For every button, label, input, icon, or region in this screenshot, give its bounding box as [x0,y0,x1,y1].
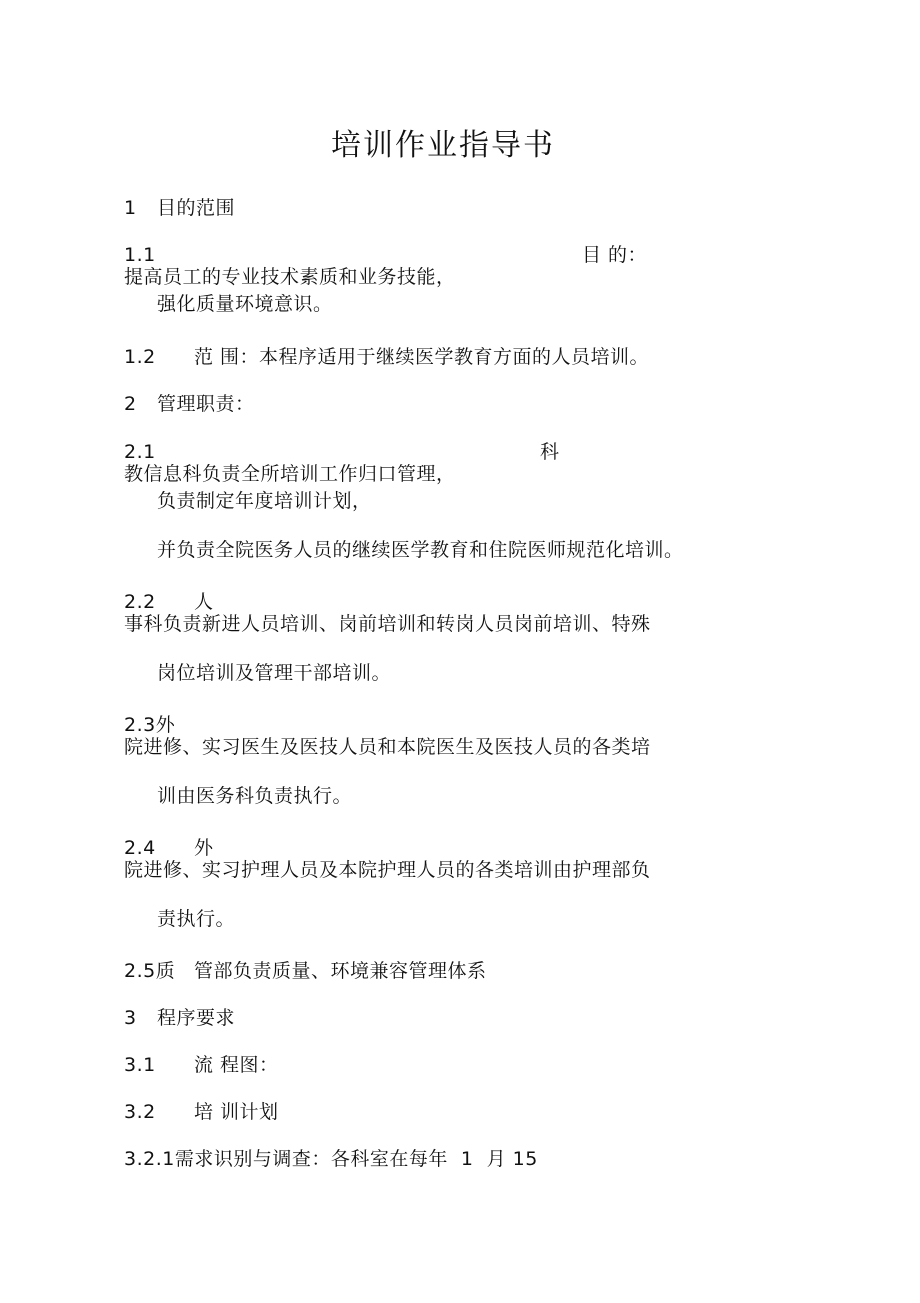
clause-number: 2.4 [124,837,156,859]
section-heading: 目的范围 [157,197,236,219]
paragraph-line: 人 [194,591,214,613]
section-number: 2 [124,393,137,415]
clause-number: 3.2 [124,1101,156,1123]
document-title: 培训作业指导书 [331,128,555,163]
paragraph-line: 训由医务科负责执行。 [157,785,353,807]
clause-number: 1.1 [124,244,156,266]
clause-number: 2.3外 [124,714,176,736]
paragraph-line: 管部负责质量、环境兼容管理体系 [194,960,487,982]
paragraph-line: 并负责全院医务人员的继续医学教育和住院医师规范化培训。 [157,539,684,561]
paragraph-line: 负责制定年度培训计划， [157,490,372,512]
paragraph-line: 强化质量环境意识。 [157,293,333,315]
paragraph-line: 院进修、实习护理人员及本院护理人员的各类培训由护理部负 [124,859,651,881]
paragraph-line: 外 [194,837,214,859]
paragraph-line: 科 [540,441,560,463]
clause-label: 目 的： [582,244,648,266]
paragraph-line: 3.2.1需求识别与调查：各科室在每年 1 月 15 [124,1148,538,1170]
paragraph-line: 责执行。 [157,908,236,930]
paragraph-line: 事科负责新进人员培训、岗前培训和转岗人员岗前培训、特殊 [124,613,651,635]
paragraph-line: 提高员工的专业技术素质和业务技能， [124,266,456,288]
section-number: 1 [124,197,137,219]
section-heading: 程序要求 [157,1007,236,1029]
paragraph-line: 院进修、实习医生及医技人员和本院医生及医技人员的各类培 [124,736,651,758]
section-number: 3 [124,1007,137,1029]
clause-number: 1.2 [124,346,156,368]
section-heading: 管理职责： [157,393,255,415]
paragraph-line: 培 训计划 [194,1101,279,1123]
clause-number: 3.1 [124,1054,156,1076]
clause-number: 2.2 [124,591,156,613]
paragraph-line: 范 围：本程序适用于继续医学教育方面的人员培训。 [194,346,650,368]
clause-number: 2.1 [124,441,156,463]
clause-number: 2.5质 [124,960,176,982]
paragraph-line: 流 程图： [194,1054,279,1076]
paragraph-line: 教信息科负责全所培训工作归口管理， [124,463,456,485]
paragraph-line: 岗位培训及管理干部培训。 [157,662,392,684]
